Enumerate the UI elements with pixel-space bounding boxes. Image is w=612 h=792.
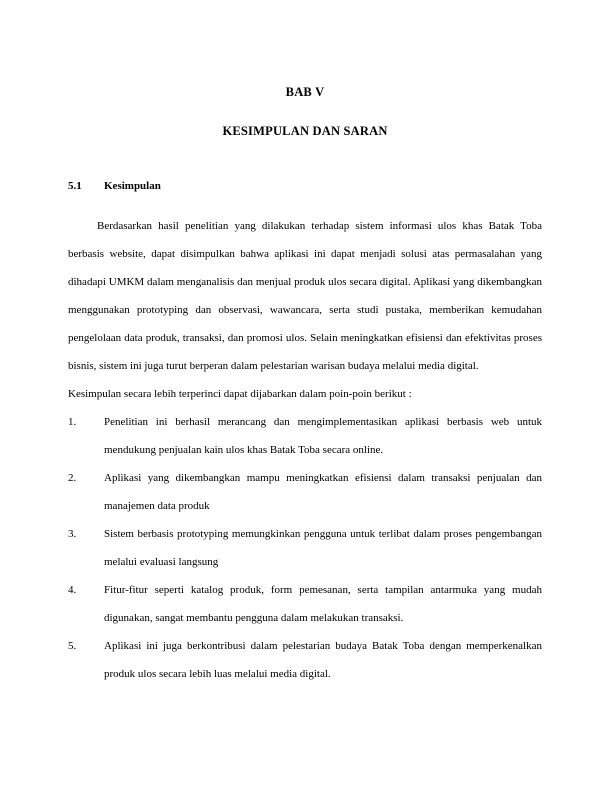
section-number: 5.1: [68, 180, 82, 192]
list-item: [68, 632, 542, 688]
list-item-text: Aplikasi ini juga berkontribusi dalam pelestarian budaya Batak Toba dengan memperkenalkan produk ulos secara lebih luas melalui media digital.: [104, 640, 542, 680]
list-item-number: 4.: [68, 584, 77, 596]
chapter-heading: BAB V: [285, 85, 325, 99]
chapter-title: KESIMPULAN DAN SARAN: [222, 123, 388, 138]
conclusion-list: [68, 408, 542, 688]
list-item-number: 3.: [68, 528, 77, 540]
list-item-text: Penelitian ini berhasil merancang dan mengimplementasikan aplikasi berbasis web untuk mendukung penjualan kain ulos khas Batak Toba secara online.: [104, 416, 542, 456]
list-item-text: Sistem berbasis prototyping memungkinkan pengguna untuk terlibat dalam proses pengembangan melalui evaluasi langsung: [104, 528, 542, 568]
list-item-number: 5.: [68, 640, 77, 652]
body-paragraph: Berdasarkan hasil penelitian yang dilakukan terhadap sistem informasi ulos khas Batak Toba berbasis website, dapat disimpulkan bahwa aplikasi ini dapat menjadi solusi atas permasalahan yang dihadapi UMKM dalam menganalisis dan menjual produk ulos secara digital. Aplikasi yang dikembangkan menggunakan prototyping dan observasi, wawancara, serta studi pustaka, memberikan kemudahan pengelolaan data produk, transaksi, dan promosi ulos. Selain meningkatkan efisiensi dan efektivitas proses bisnis, sistem ini juga turut berperan dalam pelestarian warisan budaya melalui media digital.: [68, 220, 542, 372]
list-item-number: 2.: [68, 472, 77, 484]
list-item: [68, 408, 542, 464]
list-item: [68, 520, 542, 576]
section-heading: [68, 137, 542, 192]
list-item-text: Aplikasi yang dikembangkan mampu meningkatkan efisiensi dalam transaksi penjualan dan manajemen data produk: [104, 472, 542, 512]
list-item: [68, 576, 542, 632]
list-lead-line: Kesimpulan secara lebih terperinci dapat dijabarkan dalam poin-poin berikut :: [68, 388, 412, 400]
list-item-text: Fitur-fitur seperti katalog produk, form pemesanan, serta tampilan antarmuka yang mudah digunakan, sangat membantu pengguna dalam melakukan transaksi.: [104, 584, 542, 624]
list-item: [68, 464, 542, 520]
document-content: [68, 86, 542, 688]
list-item-number: 1.: [68, 416, 77, 428]
section-label: Kesimpulan: [104, 180, 161, 192]
